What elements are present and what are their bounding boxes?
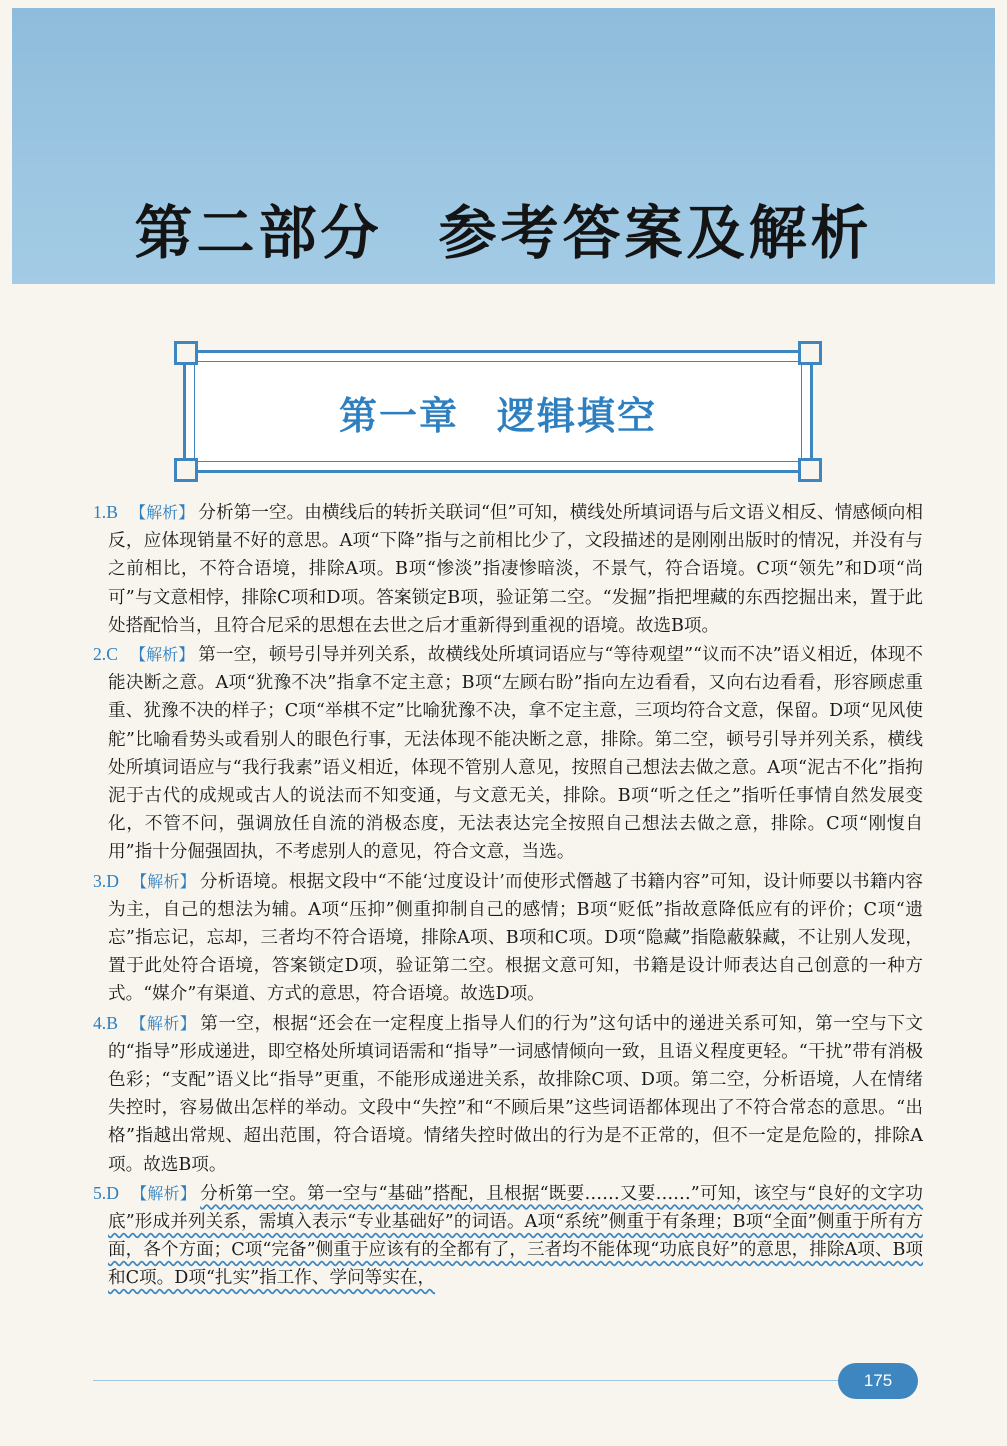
footer-rule bbox=[93, 1380, 838, 1381]
analysis-tag: 【解析】 bbox=[130, 1183, 197, 1203]
frame-corner-ornament bbox=[174, 458, 198, 482]
answer-item bbox=[93, 1179, 923, 1293]
chapter-frame bbox=[183, 350, 813, 473]
part-title-main: 参考答案及解析 bbox=[438, 199, 873, 267]
frame-corner-ornament bbox=[798, 341, 822, 365]
part-title bbox=[12, 186, 995, 270]
answer-text: 分析第一空。第一空与“基础”搭配，且根据“既要……又要……”可知，该空与“良好的文字功底”形成并列关系，需填入表示“专业基础好”的词语。A项“系统”侧重于有条理；B项“全面”侧重于所有方面，各个方面；C项“完备”侧重于应该有的全都有了，三者均不能体现“功底良好”的意思，排除A项、B项和C项。D项“扎实”指工作、学问等实在， bbox=[108, 1183, 923, 1289]
answer-text: 分析语境。根据文段中“不能‘过度设计’而使形式僭越了书籍内容”可知，设计师要以书籍内容为主，自己的想法为辅。A项“压抑”侧重抑制自己的感情；B项“贬低”指故意降低应有的评价；C项“遗忘”指忘记，忘却，三者均不符合语境，排除A项、B项和C项。D项“隐藏”指隐蔽躲藏，不让别人发现，置于此处符合语境，答案锁定D项，验证第二空。根据文意可知，书籍是设计师表达自己创意的一种方式。“媒介”有渠道、方式的意思，符合语境。故选D项。 bbox=[108, 871, 923, 1005]
answer-item bbox=[93, 867, 923, 1009]
part-title-label: 第二部分 bbox=[134, 199, 383, 267]
answer-text: 第一空，根据“还会在一定程度上指导人们的行为”这句话中的递进关系可知，第一空与下文的“指导”形成递进，即空格处所填词语需和“指导”一词感情倾向一致，且语义程度更轻。“干扰”带有消极色彩；“支配”语义比“指导”更重，不能形成递进关系，故排除C项、D项。第二空，分析语境，人在情绪失控时，容易做出怎样的举动。文段中“失控”和“不顾后果”这些词语都体现出了不符合常态的意思。“出格”指越出常规、超出范围，符合语境。情绪失控时做出的行为是不正常的，但不一定是危险的，排除A项。故选B项。 bbox=[108, 1013, 923, 1175]
frame-corner-ornament bbox=[798, 458, 822, 482]
analysis-tag: 【解析】 bbox=[129, 645, 195, 665]
answer-number: 5.D bbox=[93, 1182, 119, 1203]
page-number: 175 bbox=[838, 1363, 918, 1399]
frame-corner-ornament bbox=[174, 341, 198, 365]
analysis-tag: 【解析】 bbox=[130, 871, 196, 891]
answer-text: 分析第一空。由横线后的转折关联词“但”可知，横线处所填词语与后文语义相反、情感倾向相反，应体现销量不好的意思。A项“下降”指与之前相比少了，文段描述的是刚刚出版时的情况，并没有与之前相比，不符合语境，排除A项。B项“惨淡”指凄惨暗淡，不景气，符合语境。C项“领先”和D项“尚可”与文意相悖，排除C项和D项。答案锁定B项，验证第二空。“发掘”指把埋藏的东西挖掘出来，置于此处搭配恰当，且符合尼采的思想在去世之后才重新得到重视的语境。故选B项。 bbox=[108, 503, 923, 636]
analysis-tag: 【解析】 bbox=[129, 503, 195, 522]
answer-text: 第一空，顿号引导并列关系，故横线处所填词语应与“等待观望”“议而不决”语义相近，体现不能决断之意。A项“犹豫不决”指拿不定主意；B项“左顾右盼”指向左边看看，又向右边看看，形容顾虑重重、犹豫不决的样子；C项“举棋不定”比喻犹豫不决，拿不定主意，三项均符合文意，保留。D项“见风使舵”比喻看势头或看别人的眼色行事，无法体现不能决断之意，排除。第二空，顿号引导并列关系，横线处所填词语应与“我行我素”语义相近，体现不管别人意见，按照自己想法去做之意。A项“泥古不化”指拘泥于古代的成规或古人的说法而不知变通，与文意无关，排除。B项“听之任之”指听任事情自然发展变化，不管不问，强调放任自流的消极态度，无法表达完全按照自己想法去做之意，排除。C项“刚愎自用”指十分倔强固执，不考虑别人的意见，符合文意，当选。 bbox=[108, 645, 923, 863]
analysis-tag: 【解析】 bbox=[129, 1013, 197, 1033]
answer-number: 2.C bbox=[93, 644, 118, 665]
chapter-label: 第一章 bbox=[338, 394, 459, 438]
answer-list bbox=[93, 498, 923, 1293]
chapter-name: 逻辑填空 bbox=[497, 394, 658, 438]
answer-item bbox=[93, 1009, 923, 1179]
header-banner bbox=[12, 8, 995, 284]
answer-number: 1.B bbox=[93, 502, 118, 522]
answer-item bbox=[93, 640, 923, 867]
chapter-title bbox=[186, 385, 810, 440]
answer-number: 3.D bbox=[93, 870, 119, 891]
answer-item bbox=[93, 498, 923, 640]
answer-number: 4.B bbox=[93, 1012, 118, 1033]
